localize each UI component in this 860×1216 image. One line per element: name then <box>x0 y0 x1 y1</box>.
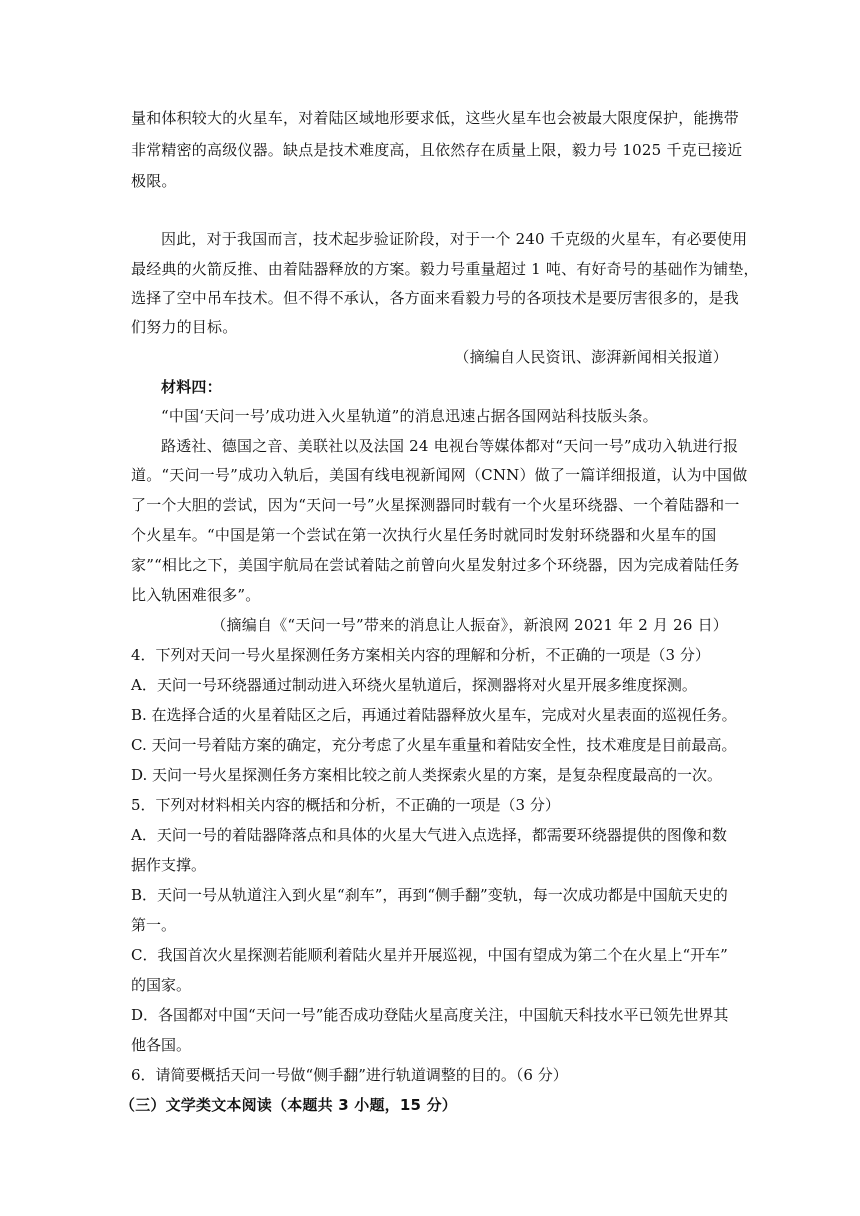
question-5-option-b-line-2: 第一。 <box>131 916 177 934</box>
passage4-line-4: 了一个大胆的尝试，因为“天问一号”火星探测器同时载有一个火星环绕器、一个着陆器和一 <box>131 496 740 514</box>
passage4-heading: 材料四： <box>161 378 222 396</box>
question-5-option-b-line-1: B．天问一号从轨道注入到火星“刹车”，再到“侧手翻”变轨，每一次成功都是中国航天史的 <box>131 886 728 904</box>
passage4-line-5: 个火星车。“中国是第一个尝试在第一次执行火星任务时就同时发射环绕器和火星车的国 <box>131 526 717 544</box>
question-4-option-c: C. 天问一号着陆方案的确定，充分考虑了火星车重量和着陆安全性，技术难度是目前最高。 <box>131 736 737 754</box>
question-5-option-c-line-1: C．我国首次火星探测若能顺利着陆火星并开展巡视，中国有望成为第二个在火星上“开车” <box>131 946 728 964</box>
passage3-line-2: 非常精密的高级仪器。缺点是技术难度高，且依然存在质量上限，毅力号 1025 千克已接近 <box>131 141 743 159</box>
passage3-line-6: 选择了空中吊车技术。但不得不承认，各方面来看毅力号的各项技术是要厉害很多的，是我 <box>131 289 740 307</box>
question-5-option-d-line-1: D．各国都对中国“天问一号”能否成功登陆火星高度关注，中国航天科技水平已领先世界其 <box>131 1006 729 1024</box>
section-heading: （三）文学类文本阅读（本题共 3 小题，15 分） <box>120 1096 457 1114</box>
passage4-line-7: 比入轨困难很多”。 <box>131 586 261 604</box>
question-5-stem: 5．下列对材料相关内容的概括和分析，不正确的一项是（3 分） <box>131 796 560 814</box>
question-4-option-d: D. 天问一号火星探测任务方案相比较之前人类探索火星的方案，是复杂程度最高的一次。 <box>131 766 723 784</box>
question-5-option-a-line-1: A．天问一号的着陆器降落点和具体的火星大气进入点选择，都需要环绕器提供的图像和数 <box>131 826 727 844</box>
passage4-line-2: 路透社、德国之音、美联社以及法国 24 电视台等媒体都对“天问一号”成功入轨进行报 <box>161 437 739 455</box>
passage3-source: （摘编自人民资讯、澎湃新闻相关报道） <box>454 348 728 366</box>
question-5-option-c-line-2: 的国家。 <box>131 976 192 994</box>
question-4-option-a: A．天问一号环绕器通过制动进入环绕火星轨道后，探测器将对火星开展多维度探测。 <box>131 676 697 694</box>
passage3-line-4: 因此，对于我国而言，技术起步验证阶段，对于一个 240 千克级的火星车，有必要使用 <box>161 230 748 248</box>
question-5-option-d-line-2: 他各国。 <box>131 1036 192 1054</box>
question-4-stem: 4．下列对天问一号火星探测任务方案相关内容的理解和分析，不正确的一项是（3 分） <box>131 646 710 664</box>
passage4-line-6: 家”“相比之下，美国宇航局在尝试着陆之前曾向火星发射过多个环绕器，因为完成着陆任务 <box>131 556 740 574</box>
passage3-line-7: 们努力的目标。 <box>131 318 238 336</box>
passage3-line-5: 最经典的火箭反推、由着陆器释放的方案。毅力号重量超过 1 吨、有好奇号的基础作为铺垫， <box>131 260 759 278</box>
passage4-line-3: 道。“天问一号”成功入轨后，美国有线电视新闻网（CNN）做了一篇详细报道，认为中国做 <box>131 466 748 484</box>
question-5-option-a-line-2: 据作支撑。 <box>131 856 207 874</box>
question-6-stem: 6．请简要概括天问一号做“侧手翻”进行轨道调整的目的。（6 分） <box>131 1066 568 1084</box>
passage4-source: （摘编自《“天问一号”带来的消息让人振奋》，新浪网 2021 年 2 月 26 日） <box>211 616 728 634</box>
passage3-line-3: 极限。 <box>131 172 177 190</box>
passage3-line-1: 量和体积较大的火星车，对着陆区域地形要求低，这些火星车也会被最大限度保护，能携带 <box>131 109 740 127</box>
question-4-option-b: B. 在选择合适的火星着陆区之后，再通过着陆器释放火星车，完成对火星表面的巡视任务。 <box>131 706 737 724</box>
passage4-line-1: “中国‘天问一号’成功进入火星轨道”的消息迅速占据各国网站科技版头条。 <box>161 407 658 425</box>
